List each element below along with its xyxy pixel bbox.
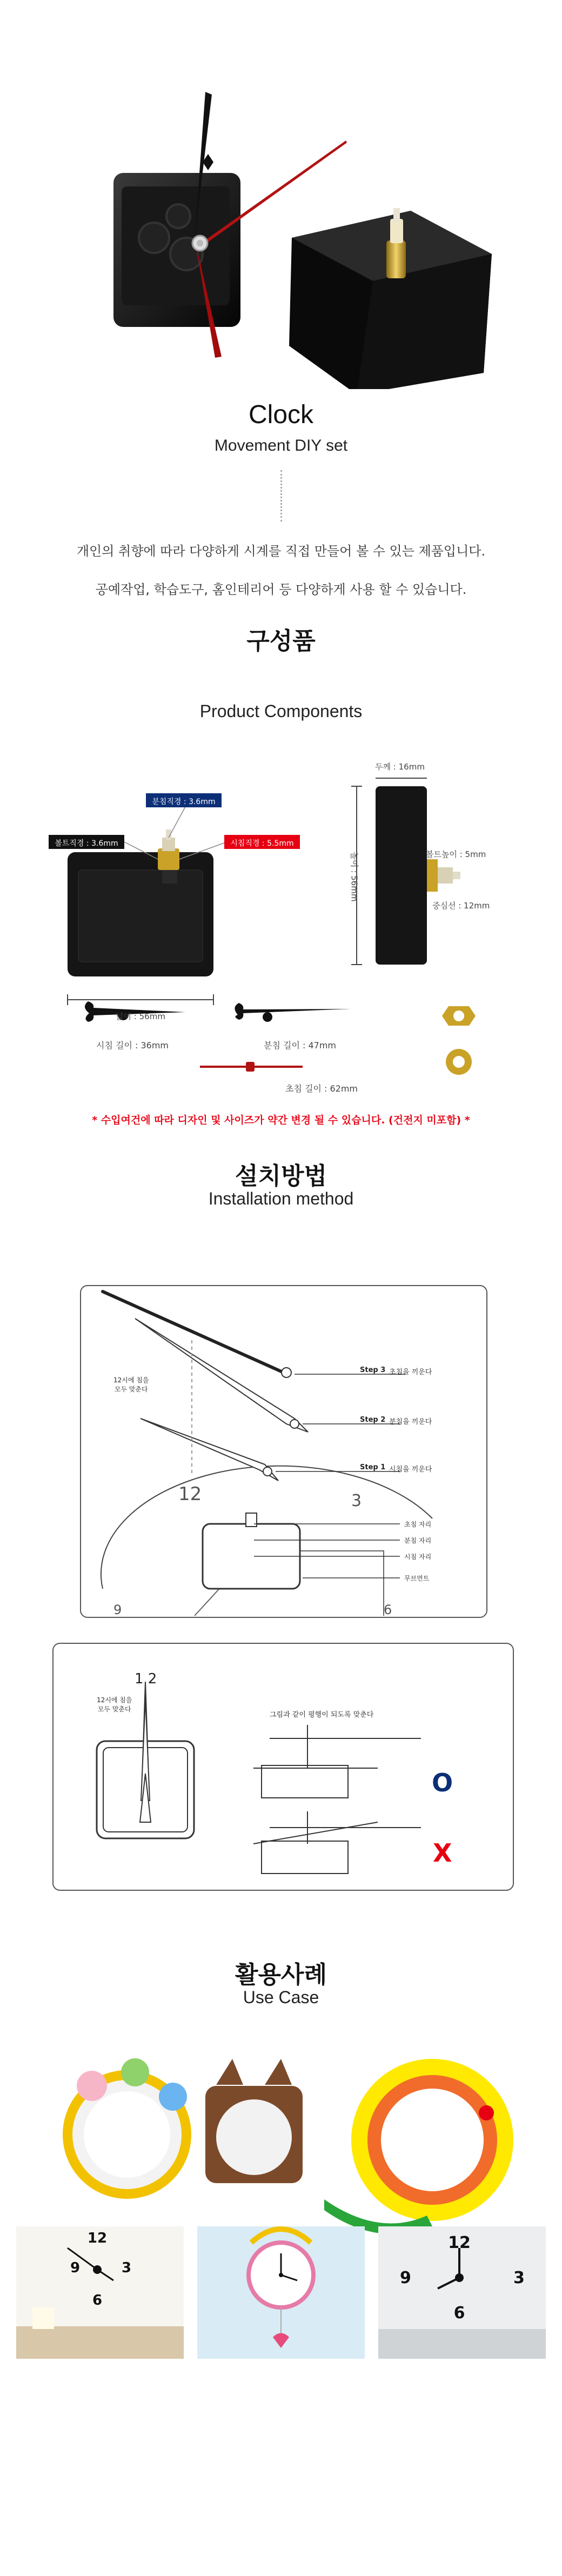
label-minute: 분침직경 : 3.6mm [152,798,216,806]
step1-text: 시침을 끼운다 [389,1466,432,1474]
hero-desc-1: 개인의 취향에 따라 다양하게 시계를 직접 만들어 볼 수 있는 제품입니다. [76,544,486,559]
svg-text:3: 3 [122,2260,132,2276]
clock-num-12: 12 [178,1483,202,1505]
label-bolt-height: 볼트높이 : 5mm [426,849,486,859]
dotted-divider [280,470,282,521]
label-minute-length: 분침 길이 : 47mm [263,1040,336,1051]
align-note: 12시에 침을 모두 맞춘다 [113,1376,149,1393]
usecase-photo-kids-clock [197,2226,365,2359]
hero-section [0,0,562,638]
part-body: 무브먼트 [404,1575,430,1582]
svg-text:9: 9 [70,2260,81,2276]
clock-num-3: 3 [351,1491,362,1510]
wall-clock-art [16,2226,184,2359]
notice-text: * 수입여건에 따라 디자인 및 사이즈가 약간 변경 될 수 있습니다. (건전지 미포함) * [92,1114,470,1126]
step3-tag: Step 3 [360,1366,386,1374]
components-title-en: Product Components [199,701,363,721]
svg-text:12: 12 [87,2230,108,2246]
label-hour-length: 시침 길이 : 36mm [96,1040,169,1051]
box2-align-note: 12시에 침을 모두 맞춘다 [97,1696,132,1713]
side-movement [376,786,460,965]
svg-text:6: 6 [92,2292,103,2309]
install-section [0,1146,562,1929]
install-title-kr: 설치방법 [235,1162,327,1190]
label-width: 넓이 : 56mm [116,1012,165,1021]
front-movement [68,829,213,976]
install-diagram-2 [52,1643,514,1891]
usecase-section [0,1945,562,2576]
install-title-en: Installation method [208,1189,354,1208]
hero-title: Clock [248,400,314,429]
components-section [0,621,562,1189]
clock-num-9: 9 [113,1602,122,1617]
svg-text:3: 3 [513,2269,525,2287]
clock-num-6: 6 [384,1602,392,1617]
svg-text:9: 9 [400,2269,411,2287]
install-diagram-1 [80,1285,487,1618]
part-second: 초침 자리 [404,1521,432,1528]
usecase-photo-wall-clock [16,2226,184,2359]
hero-subtitle: Movement DIY set [214,437,348,454]
components-title-kr: 구성품 [246,627,316,655]
label-hour: 시침직경 : 5.5mm [230,839,294,848]
wrong-mark: X [433,1838,452,1868]
step2-text: 분침을 끼운다 [389,1418,432,1426]
usecase-photo-modern-clock [378,2226,546,2359]
kids-clock-art [197,2226,365,2359]
step2-tag: Step 2 [360,1416,386,1424]
part-hour: 시침 자리 [404,1553,432,1561]
svg-text:6: 6 [453,2304,465,2323]
label-height: 높이 : 56mm [349,852,359,902]
hero-desc-2: 공예작업, 학습도구, 홈인테리어 등 다양하게 사용 할 수 있습니다. [95,582,467,597]
modern-clock-art [378,2226,546,2359]
usecase-title-kr: 활용사례 [235,1961,327,1989]
step1-tag: Step 1 [360,1463,386,1471]
movement-product-photo [0,0,562,389]
step3-text: 초침을 끼운다 [389,1368,432,1376]
label-second-length: 초침 길이 : 62mm [285,1083,358,1094]
label-thickness: 두께 : 16mm [375,762,425,772]
part-minute: 분침 자리 [404,1537,432,1544]
box2-num-12: 1 2 [135,1671,157,1687]
box2-parallel-note: 그림과 같이 평행이 되도록 맞춘다 [270,1711,374,1719]
correct-mark: O [432,1768,453,1797]
usecase-craft-clocks [0,2021,562,2237]
svg-text:12: 12 [448,2233,471,2252]
install-diagram-1-art [81,1286,486,1617]
label-bolt: 볼트직경 : 3.6mm [55,839,118,848]
label-center: 중심선 : 12mm [432,901,490,911]
usecase-title-en: Use Case [243,1988,319,2007]
